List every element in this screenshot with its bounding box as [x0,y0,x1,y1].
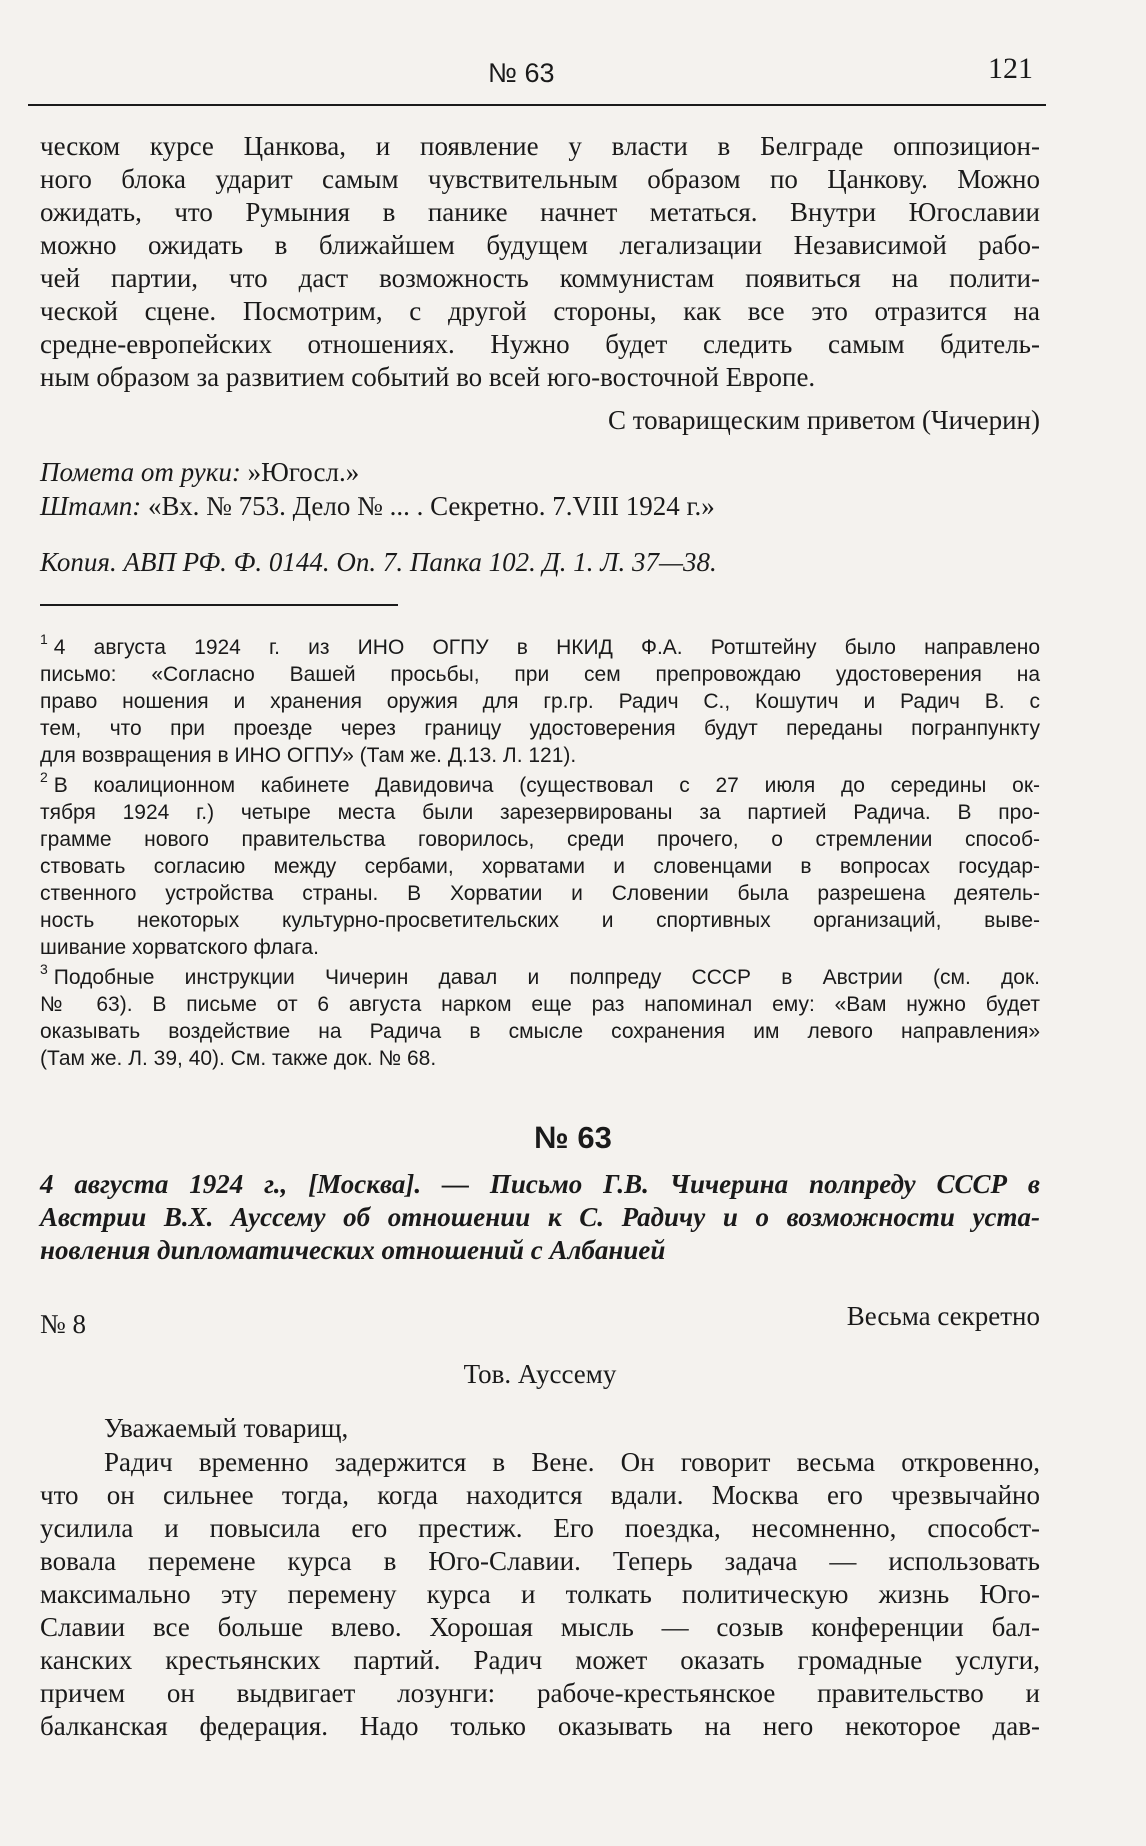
text-line: ного блока ударит самым чувствительным образом по Цанкову. Можно [40,164,1040,194]
footnote-line: ствовать согласию между сербами, хорватами и словенцами в вопросах государ- [40,855,1040,878]
text-line: ческом курсе Цанкова, и появление у власти в Белграде оппозицион- [40,131,1040,161]
text-line: Радич временно задержится в Вене. Он говорит весьма откровенно, [104,1447,1040,1477]
text-line: что он сильнее тогда, когда находится вдали. Москва его чрезвычайно [40,1480,1040,1510]
footnote-line: тября 1924 г.) четыре места были зарезервированы за партией Радича. В про- [40,801,1040,824]
footnote-line: для возвращения в ИНО ОГПУ» (Там же. Д.13. Л. 121). [40,744,577,767]
continuation-text [40,130,1040,394]
heading-line: 4 августа 1924 г., [Москва]. — Письмо Г.В. Чичерина полпреду СССР в [40,1169,1040,1199]
text-line: ожидать, что Румыния в панике начнет метаться. Внутри Югославии [40,197,1040,227]
text-line: средне-европейских отношениях. Нужно будет следить самым бдитель- [40,329,1040,359]
footnote-line: грамме нового правительства говорилось, среди прочего, о стремлении способ- [40,828,1040,851]
footnote-line: № 63). В письме от 6 августа нарком еще раз напоминал ему: «Вам нужно будет [40,993,1040,1016]
footnote-line: письмо: «Согласно Вашей просьбы, при сем препровождаю удостоверения на [40,663,1040,686]
footnote-2 [40,766,1040,961]
text-line: усилила и повысила его престиж. Его поездка, несомненно, способст- [40,1513,1040,1543]
text-line: ным образом за развитием событий во всей юго-восточной Европе. [40,362,816,392]
footnote-line: шивание хорватского флага. [40,936,319,959]
footnote-line: тем, что при проезде через границу удостоверения будут переданы погранпункту [40,717,1040,740]
shtamp-label: Штамп: [40,491,142,521]
footnote-line: (Там же. Л. 39, 40). См. также док. № 68. [40,1047,437,1070]
greeting: Уважаемый товарищ, [104,1413,349,1443]
footnote-1 [40,628,1040,769]
text-line: причем он выдвигает лозунги: рабоче-крестьянское правительство и [40,1678,1040,1708]
footnote-line: $^2$ В коалиционном кабинете Давидовича (существовал с 27 июля до середины ок- [40,769,1040,797]
archive-reference: Копия. АВП РФ. Ф. 0144. Оп. 7. Папка 102. Д. 1. Л. 37—38. [40,547,717,577]
letter-body [40,1446,1040,1743]
footnote-line: $^3$ Подобные инструкции Чичерин давал и полпреду СССР в Австрии (см. док. [40,961,1040,989]
text-line: можно ожидать в ближайшем будущем легализации Независимой рабо- [40,230,1040,260]
footnote-line: ственного устройства страны. В Хорватии и Словении была разрешена деятель- [40,882,1040,905]
footnote-line: $^1$ 4 августа 1924 г. из ИНО ОГПУ в НКИД Ф.А. Ротштейну было направлено [40,631,1040,659]
text-line: Славии все больше влево. Хорошая мысль — созыв конференции бал- [40,1612,1040,1642]
signature: С товарищеским приветом (Чичерин) [607,405,1040,435]
footnote-3 [40,958,1040,1072]
footnote-line: право ношения и хранения оружия для гр.гр. Радич С., Кошутич и Радич В. с [40,690,1040,713]
footnote-mark: 3 [40,961,48,977]
footnote-mark: 2 [40,769,48,785]
text-line: максимально эту перемену курса и толкать политическую жизнь Юго- [40,1579,1040,1609]
text-line: вовала перемене курса в Юго-Славии. Теперь задача — использовать [40,1546,1040,1576]
text-line: балканская федерация. Надо только оказывать на него некоторое дав- [40,1711,1040,1741]
header-rule [28,104,1046,106]
heading-line: новления дипломатических отношений с Албанией [40,1235,666,1265]
pometa-text: »Югосл.» [240,457,360,487]
text-line: канских крестьянских партий. Радич может оказать громадные услуги, [40,1645,1040,1675]
classification: Весьма секретно [846,1301,1040,1331]
document-heading [40,1168,1040,1267]
document-number-title: № 63 [534,1120,612,1155]
text-line: чей партии, что даст возможность коммунистам появиться на полити- [40,263,1040,293]
footnote-mark: 1 [40,631,48,647]
letter-number: № 8 [40,1309,87,1339]
addressee: Тов. Ауссему [463,1359,617,1389]
pometa-note [40,456,1040,489]
pometa-label: Помета от руки: [40,457,241,487]
footnote-line: оказывать воздействие на Радича в смысле сохранения им левого направления» [40,1020,1040,1043]
footnote-rule [40,604,398,606]
text-line: ческой сцене. Посмотрим, с другой стороны, как все это отразится на [40,296,1040,326]
footnote-line: ность некоторых культурно-просветительских и спортивных организаций, выве- [40,909,1040,932]
running-header-doc-number: № 63 [488,58,555,88]
page-number: 121 [988,52,1033,85]
shtamp-text: «Вх. № 753. Дело № ... . Секретно. 7.VIII 1924 г.» [141,491,715,521]
heading-line: Австрии В.Х. Ауссему об отношении к С. Радичу и о возможности уста- [40,1202,1040,1232]
shtamp-note [40,490,1040,523]
